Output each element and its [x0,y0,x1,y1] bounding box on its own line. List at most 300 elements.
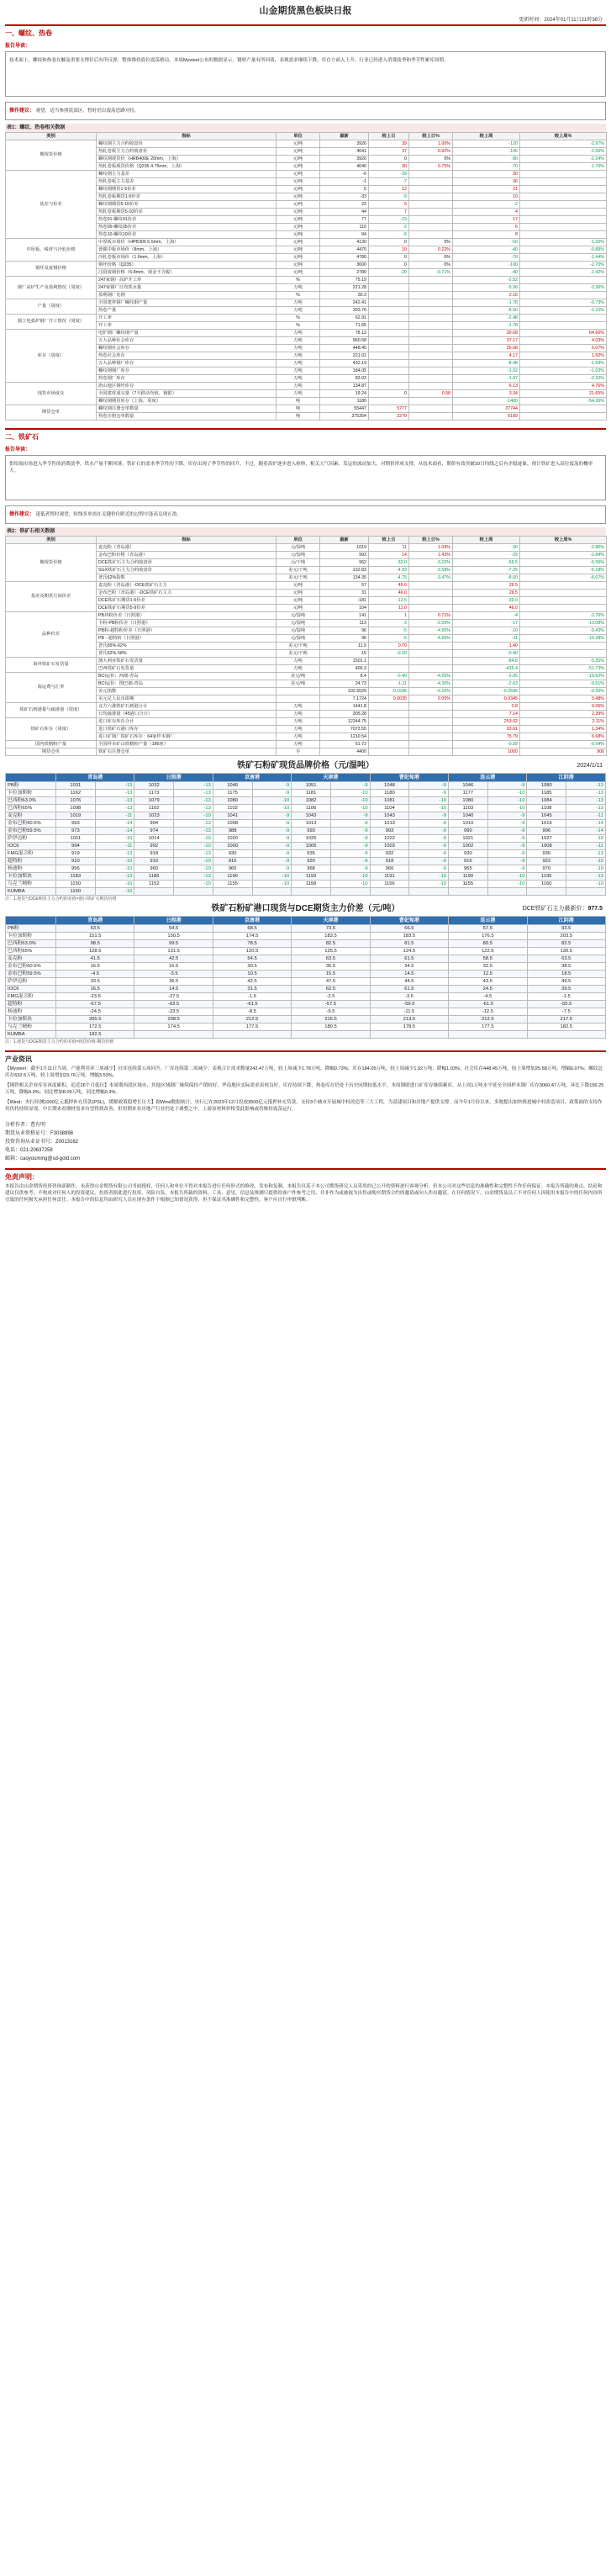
ore-brand-price-table [5,773,606,896]
unit-cell: 万吨 [277,665,320,673]
table-row [6,224,607,231]
change-cell: -90 [453,156,520,163]
table-row [6,881,606,888]
brand-name: 麦克粉 [6,955,56,963]
price-value: 994 [56,843,96,850]
change-cell: -100 [453,262,520,269]
change-cell: -51.73% [520,665,607,673]
brand-name: 巴西粉63.0% [6,940,56,948]
basis-value: 39.5 [527,986,605,993]
unit-cell: 吨 [277,398,320,405]
s1-report-box [5,51,606,97]
column-header: 较上周 [453,133,520,140]
table-row [6,963,606,971]
change-cell: -10 [453,627,520,635]
basis-value: 215.5 [292,1016,370,1024]
change-cell: -0.89% [520,246,607,254]
indicator-cell: 进口矿钢厂铁矿石库存：64家样本钢厂 [97,733,277,741]
change-cell: -4.55% [409,673,453,680]
change-cell: -8.50 [453,307,520,315]
change-cell: -17 [453,620,520,627]
table-row [6,612,607,620]
price-value: 920 [292,858,331,865]
ore-price-date: 2024/1/11 [577,763,603,769]
change-cell [409,711,453,718]
basis-value: 208.5 [134,1016,213,1024]
port-header: 江阴港 [527,917,605,925]
unit-cell: 吨 [277,405,320,413]
unit-cell: 元/吨 [277,239,320,246]
change-cell: -2.24% [520,156,607,163]
change-cell: -0.1596 [369,688,409,696]
price-change: -10 [566,835,606,843]
table-row [6,790,606,797]
change-cell: -0.40 [453,650,520,658]
table-row [6,398,607,405]
latest-cell: 104 [320,605,369,612]
basis-value: 78.5 [213,940,291,948]
change-cell [409,171,453,178]
table-row [6,163,607,171]
price-change: -13 [566,873,606,881]
table-row [6,627,607,635]
basis-value: 182.5 [56,1031,134,1039]
unit-cell: 元/湿吨 [277,620,320,627]
brand-name: 超特粉 [6,858,56,865]
basis-value: 32.5 [449,963,527,971]
price-change: -9 [409,812,449,820]
change-cell [369,703,409,711]
change-cell: 0.75% [409,163,453,171]
price-change: -9 [330,843,370,850]
unit-cell: 元/湿吨 [277,635,320,643]
price-change: -11 [566,843,606,850]
price-change: -13 [566,850,606,858]
change-cell: -120 [453,140,520,148]
unit-cell: 元/吨 [277,590,320,597]
change-cell: -0.71% [409,269,453,277]
indicator-cell: 螺纹钢社会库存 [97,345,277,352]
brand-name: IOC6 [6,843,56,850]
change-cell [369,718,409,726]
change-cell: -1.03% [520,368,607,375]
indicator-cell: PB - 超特粉（日照港） [97,635,277,643]
price-value: 1032 [134,782,174,790]
brand-name: FMG混合粉 [6,850,56,858]
price-change: -10 [487,790,527,797]
column-header [6,917,56,925]
change-cell [409,748,453,756]
brand-name: 卡拉加斯块 [6,1016,56,1024]
table-row [6,835,606,843]
indicator-cell: 螺纹钢期货库存（上海，周度） [97,398,277,405]
change-cell [409,643,453,650]
change-cell [520,224,607,231]
indicator-cell: 进口库存库存合计 [97,718,277,726]
change-cell [409,216,453,224]
brand-name: 乌克兰精粉 [6,1024,56,1031]
change-cell: 0.05% [409,696,453,703]
basis-value: 14.5 [370,971,448,978]
price-value: 935 [292,850,331,858]
price-value: 1013 [370,820,409,828]
price-change: -10 [95,888,134,896]
row-category: 基差及期货月间价差 [6,582,97,612]
price-change: -9 [409,843,449,850]
price-value: 1150 [56,881,96,888]
change-cell [409,375,453,383]
table-row [6,559,607,567]
table-row [6,650,607,658]
table-row [6,209,607,216]
change-cell: -106 [453,148,520,156]
price-value: 1079 [134,797,174,805]
change-cell: 11.0 [369,605,409,612]
change-cell: -9.61% [520,680,607,688]
change-cell [520,209,607,216]
price-value: 1181 [292,790,331,797]
price-change: -9 [252,850,292,858]
indicator-cell: BCI运价：图巴朗-青岛 [97,680,277,688]
change-cell: -12.5 [369,597,409,605]
port-header: 青岛港 [56,774,134,782]
change-cell: 2.11% [520,718,607,726]
column-header: 较上周 [453,537,520,544]
change-cell [409,368,453,375]
latest-cell: 1180 [320,398,369,405]
change-cell: 26.5 [453,582,520,590]
indicator-cell: 全国建材成交量（7天移动均值，钢银） [97,390,277,398]
price-value: 919 [56,850,96,858]
change-cell [409,284,453,292]
price-value: 916 [449,858,488,865]
unit-cell: 元/湿吨 [277,552,320,559]
indicator-cell: PB块粉价差（日照港） [97,612,277,620]
price-change: -11 [566,812,606,820]
basis-value: -1.5 [213,993,291,1001]
change-cell: 46.0 [369,590,409,597]
indicator-cell: DCE铁矿石主力合约收盘价 [97,559,277,567]
table-row [6,718,607,726]
change-cell [409,186,453,193]
change-cell [520,216,607,224]
basis-value: 172.5 [56,1024,134,1031]
change-cell: 12 [369,186,409,193]
change-cell: -5 [369,627,409,635]
basis-value: -23.5 [56,993,134,1001]
price-change: -14 [95,828,134,835]
price-change: -13 [174,797,213,805]
column-header: 单位 [277,133,320,140]
price-change: -10 [330,797,370,805]
port-header: 曹妃甸港 [370,917,448,925]
price-value: 1020 [213,835,252,843]
price-change: -13 [174,805,213,812]
table-row [6,322,607,330]
change-cell: 30.68 [453,330,520,337]
latest-cell: 19.24 [320,390,369,398]
indicator-cell: 盈利钢厂比例 [97,292,277,299]
change-cell: -1.11 [369,680,409,688]
table-row [6,239,607,246]
price-change: -9 [330,812,370,820]
brand-name: 超特粉 [6,1001,56,1008]
change-cell [409,665,453,673]
price-change: -9 [487,865,527,873]
basis-value: 128.5 [56,948,134,955]
price-value: 1021 [449,835,488,843]
change-cell [369,337,409,345]
change-cell: 6.13 [453,383,520,390]
indicator-cell: 五大品种钢厂库存 [97,360,277,368]
price-change: -13 [174,850,213,858]
unit-cell: 万吨 [277,718,320,726]
change-cell: 0 [369,390,409,398]
latest-cell: 5 [320,186,369,193]
price-value [449,888,488,896]
change-cell: 0 [369,239,409,246]
change-cell: -9 [369,193,409,201]
unit-cell: 美元/干吨 [277,643,320,650]
change-cell: -56.5 [453,559,520,567]
change-cell: -0.54% [520,741,607,748]
price-change: -9 [252,812,292,820]
price-change: -9 [330,835,370,843]
change-cell: -8.60 [453,574,520,582]
change-cell: 253.02 [453,718,520,726]
change-cell [409,345,453,352]
latest-cell: -6 [320,171,369,178]
change-cell: -5.35% [520,658,607,665]
author-name: 分析作者：曹有明 [5,1123,46,1128]
basis-value [527,1031,605,1039]
column-header: 较上日% [409,133,453,140]
indicator-cell: 热轧卷板期货1-5价差 [97,193,277,201]
latest-cell: 113 [320,620,369,627]
basis-value: 10.5 [213,971,291,978]
table-row [6,1016,606,1024]
price-value: 1102 [134,805,174,812]
price-change: -13 [566,782,606,790]
change-cell: 36 [453,178,520,186]
latest-cell: 4400 [320,748,369,756]
price-value: 1081 [370,797,409,805]
change-cell [409,658,453,665]
table-row [6,1024,606,1031]
change-cell: -2 [453,201,520,209]
change-cell [409,330,453,337]
basis-value: -9.5 [292,1008,370,1016]
author-phone: 电话：021-20637258 [5,1148,53,1153]
unit-cell: 元/吨 [277,597,320,605]
price-change: -13 [95,797,134,805]
unit-cell: 元/吨 [277,262,320,269]
price-change: -9 [487,828,527,835]
change-cell: 1 [369,612,409,620]
price-value: 1011 [56,835,96,843]
s1-ops-label: 操作建议： [9,108,35,114]
price-value: 1019 [56,812,96,820]
change-cell: 21 [453,186,520,193]
unit-cell: % [277,277,320,284]
basis-value: 15.5 [56,963,134,971]
indicator-cell: 江阴废钢价格（6-8mm，现金不含税） [97,269,277,277]
latest-cell: 77 [320,216,369,224]
change-cell: 1.92% [520,352,607,360]
change-cell [369,733,409,741]
section-rebar-heading: 一、螺纹、热卷 [5,29,52,37]
price-value: 1195 [527,873,566,881]
table-row [6,993,606,1001]
indicator-cell: 中厚板市场价（HPB300 6.5mm，上海） [97,239,277,246]
column-header: 最新 [320,133,369,140]
price-value: 1045 [527,812,566,820]
price-value: 996 [527,828,566,835]
price-change: -10 [95,858,134,865]
unit-cell: 元/吨 [277,156,320,163]
latest-cell: 57 [320,582,369,590]
change-cell [520,292,607,299]
latest-cell: 62.91 [320,315,369,322]
port-header: 天津港 [292,917,370,925]
unit-cell: 万吨 [277,368,320,375]
change-cell [369,277,409,284]
change-cell: -2.84% [520,552,607,559]
change-cell: 0% [409,156,453,163]
change-cell: -0.2596 [453,688,520,696]
price-change: -11 [95,812,134,820]
price-change: -10 [252,797,292,805]
price-change: -10 [566,865,606,873]
brand-name: 卡拉加斯粉 [6,933,56,940]
table-row [6,216,607,224]
change-cell [409,231,453,239]
change-cell: 1.40 [453,643,520,650]
price-change: -9 [487,843,527,850]
row-category: 现货市场成交 [6,383,97,405]
price-change: -10 [409,881,449,888]
price-change: -9 [409,790,449,797]
unit-cell: 元/吨 [277,231,320,239]
table-row [6,269,607,277]
change-cell: 21.65% [520,390,607,398]
table-row [6,186,607,193]
price-value: 990 [449,828,488,835]
basis-value: 42.5 [134,955,213,963]
price-change [409,888,449,896]
price-change: -14 [95,820,134,828]
table-row [6,726,607,733]
section-iron-ore-heading: 二、铁矿石 [5,433,39,441]
indicator-cell: 247家钢厂日均铁水量 [97,284,277,292]
change-cell: 4.03% [520,337,607,345]
indicator-cell: 麦克粉（青岛港）-DCE铁矿石主力 [97,582,277,590]
indicator-cell: 热轧卷板主力基差 [97,178,277,186]
news-item: 【Wind：央行经测1000亿元抵押补充贷款(PSL)，缓解政策稳增长压力】据Wind数据统计，央行已在2023年12月投放3500亿元抵押补充贷款，支持3个城市开展城中村改造等三大工程，为基建项目和房地产提供支撑。而今年1月份以来，多地提出加快推进城中村改造项目，政策面的支持作用仍将持续显现，中长期来看钢材需求有望得到改善，但短期来看房地产行业仍处于调整之中，上游原材料价格受此影响或将维持震荡运行。 [5,1100,603,1112]
change-cell: -70 [453,254,520,262]
change-cell: 37.17 [453,337,520,345]
price-change: -9 [487,782,527,790]
price-value: 1027 [527,835,566,843]
price-value: 1002 [449,843,488,850]
basis-value: 131.5 [134,948,213,955]
price-change: -10 [409,873,449,881]
price-change: -13 [566,805,606,812]
port-header: 曹妃甸港 [370,774,448,782]
table-row [6,696,607,703]
unit-cell: 美元/吨 [277,680,320,688]
change-cell [520,315,607,322]
change-cell: -19.62% [520,673,607,680]
change-cell: -2.97% [520,140,607,148]
basis-value: 120.5 [213,948,291,955]
price-change: -10 [487,873,527,881]
table-row [6,567,607,574]
price-value: 1046 [213,782,252,790]
change-cell: -40 [453,246,520,254]
price-change: -9 [252,843,292,850]
brand-name: 萨伊迈粉 [6,978,56,986]
price-value: 993 [370,828,409,835]
change-cell [409,337,453,345]
indicator-cell: 卡粉-PB粉价差（日照港） [97,620,277,627]
basis-value [449,1031,527,1039]
basis-value: 68.5 [213,925,291,933]
column-header: 指标 [97,133,277,140]
change-cell: -20 [369,269,409,277]
change-cell [369,741,409,748]
latest-cell: 24.73 [320,680,369,688]
basis-value [134,1031,213,1039]
price-value: 1104 [370,805,409,812]
basis-value: -57.5 [292,1001,370,1008]
news-heading: 产业资讯 [5,1055,32,1063]
price-value: 970 [527,865,566,873]
brand-name: 杨迪粉 [6,1008,56,1016]
basis-value: 35.5 [292,963,370,971]
section-rule [5,428,606,430]
price-value: 973 [56,828,96,835]
basis-value [213,1031,291,1039]
s2-ops-text: 逢低者暂时观望，短线多单需在关键价位附近的过程中逢高兑现止盈。 [35,512,182,517]
price-value [527,888,566,896]
table-row [6,148,607,156]
change-cell: -0.25% [520,688,607,696]
change-cell: 7.14 [453,711,520,718]
table-row [6,971,606,978]
latest-cell: 4470 [320,246,369,254]
port-header: 连云港 [449,917,527,925]
price-change: -10 [252,881,292,888]
unit-cell: 元/吨 [277,254,320,262]
latest-cell: 23 [320,201,369,209]
table-row [6,665,607,673]
change-cell: 2.16 [453,292,520,299]
change-cell [409,590,453,597]
price-change: -9 [330,782,370,790]
basis-value: 16.5 [56,986,134,993]
change-cell: -2.56% [520,148,607,156]
brand-name: IOC6 [6,986,56,993]
latest-cell: -1 [320,178,369,186]
brand-name: KUMBA [6,1031,56,1039]
price-value: 1013 [292,820,331,828]
price-value: 1008 [213,820,252,828]
unit-cell: 元/吨 [277,605,320,612]
table-row [6,262,607,269]
price-change: -9 [409,865,449,873]
change-cell: -6 [369,231,409,239]
